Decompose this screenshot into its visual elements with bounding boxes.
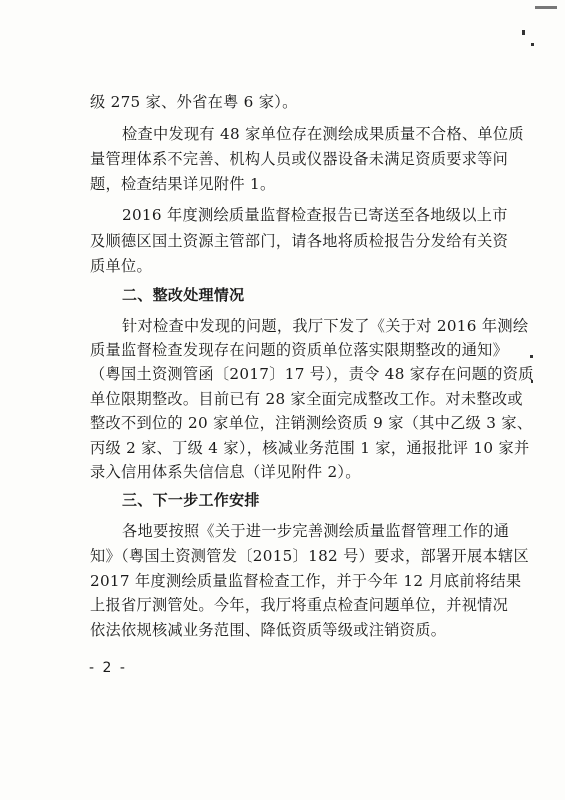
section-heading: 二、整改处理情况: [122, 286, 245, 304]
page-number: - 2 -: [89, 660, 127, 676]
paragraph-line: 针对检查中发现的问题，我厅下发了《关于对 2016 年测绘: [122, 317, 529, 335]
paragraph-line: 知》（粤国土资测管发〔2015〕182 号）要求，部署开展本辖区: [90, 547, 529, 565]
paragraph-line: 各地要按照《关于进一步完善测绘质量监督管理工作的通: [122, 522, 510, 540]
paragraph-line: 检查中发现有 48 家单位存在测绘成果质量不合格、单位质: [122, 125, 524, 143]
paragraph-line: 依法依规核减业务范围、降低资质等级或注销资质。: [90, 621, 447, 639]
paragraph-line: 上报省厅测管处。今年，我厅将重点检查问题单位，并视情况: [90, 596, 509, 614]
scan-mark: [522, 30, 525, 35]
paragraph-line: 质单位。: [90, 257, 152, 275]
scan-mark: [535, 6, 557, 9]
scan-mark: [530, 355, 533, 358]
paragraph-line: 单位限期整改。目前已有 28 家全面完成整改工作。对未整改或: [90, 390, 523, 408]
paragraph-line: （粤国土资测管函〔2017〕17 号），责令 48 家存在问题的资质: [90, 365, 534, 383]
paragraph-line: 量管理体系不完善、机构人员或仪器设备未满足资质要求等问: [90, 150, 509, 168]
paragraph-line: 整改不到位的 20 家单位，注销测绘资质 9 家（其中乙级 3 家、: [90, 414, 533, 432]
paragraph-line: 录入信用体系失信信息（详见附件 2）。: [90, 463, 361, 481]
paragraph-line: 题，检查结果详见附件 1。: [90, 175, 276, 193]
paragraph-line: 质量监督检查发现存在问题的资质单位落实限期整改的通知》: [90, 341, 509, 359]
paragraph-line: 级 275 家、外省在粤 6 家）。: [90, 93, 298, 111]
section-heading: 三、下一步工作安排: [122, 491, 260, 509]
paragraph-line: 2016 年度测绘质量监督检查报告已寄送至各地级以上市: [122, 206, 508, 224]
paragraph-line: 丙级 2 家、丁级 4 家），核减业务范围 1 家，通报批评 10 家并: [90, 439, 530, 457]
paragraph-line: 2017 年度测绘质量监督检查工作，并于今年 12 月底前将结果: [90, 572, 522, 590]
scan-mark: [531, 43, 534, 46]
paragraph-line: 及顺德区国土资源主管部门，请各地将质检报告分发给有关资: [90, 232, 509, 250]
